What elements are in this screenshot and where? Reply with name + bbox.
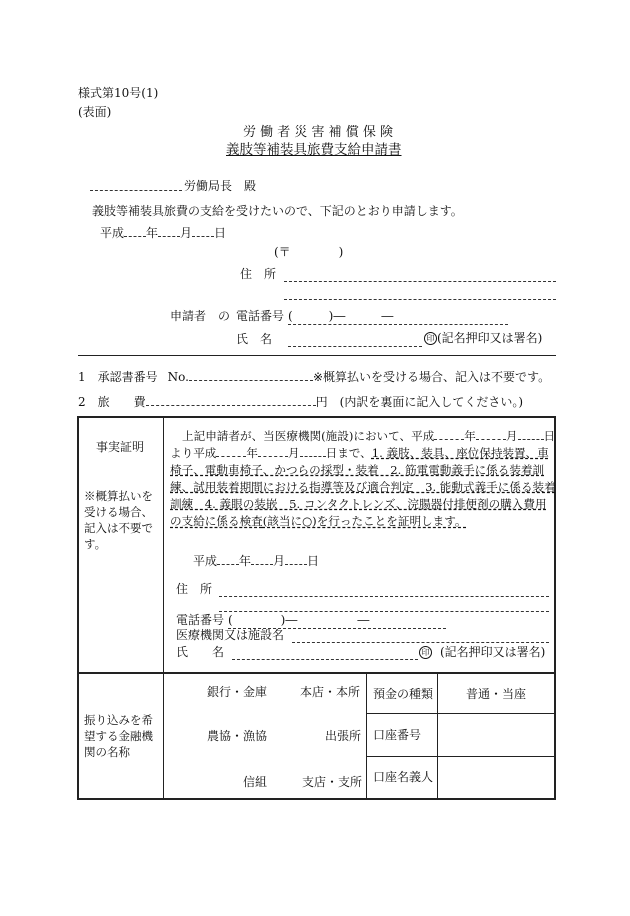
- table-border-bottom: [77, 798, 556, 800]
- table-border-left: [77, 416, 79, 800]
- form-side: (表面): [78, 105, 112, 119]
- item-2-label: 旅 費: [97, 395, 146, 409]
- form-number: 様式第10号(1): [78, 86, 159, 100]
- proof-date-month-field[interactable]: [251, 554, 273, 565]
- proof-start-month-field[interactable]: [476, 430, 506, 440]
- fact-proof-note: ※概算払いを受ける場合、記入は不要です。: [84, 489, 153, 551]
- travel-expense-unit: 円: [315, 395, 328, 409]
- bank-row-divider-2: [366, 756, 555, 757]
- fact-proof-heading: 事実証明: [96, 440, 145, 454]
- account-number-label: 口座番号: [373, 728, 422, 742]
- date-era: 平成: [100, 226, 125, 240]
- bank-type-1[interactable]: 銀行・金庫: [207, 685, 268, 699]
- application-date: [100, 226, 226, 239]
- proof-text-d: 日より平成: [170, 429, 556, 461]
- proof-start-day-field[interactable]: [518, 430, 544, 440]
- applicant-phone-underline: [288, 324, 508, 325]
- proof-date-year-field[interactable]: [217, 554, 239, 565]
- item-1: [78, 370, 550, 383]
- date-year-field[interactable]: [124, 226, 146, 237]
- applicant-phone-field[interactable]: ( )― ―: [288, 309, 394, 323]
- fact-proof-text: [170, 428, 556, 531]
- bank-branch-3[interactable]: 支店・支所: [302, 775, 363, 789]
- bank-row-divider-1: [366, 713, 555, 714]
- date-day-unit: 日: [214, 226, 227, 240]
- item-2-note: (内訳を裏面に記入してください。): [339, 395, 524, 409]
- divider: [78, 355, 556, 356]
- deposit-type-label: 預金の種類: [373, 687, 434, 701]
- proof-name-field[interactable]: [232, 659, 418, 660]
- proof-start-year-field[interactable]: [434, 430, 464, 440]
- proof-date-day-field[interactable]: [285, 554, 307, 565]
- applicant-group-label: 申請者 の: [170, 309, 231, 323]
- proof-text-e: 年: [246, 446, 258, 461]
- proof-name-label: 氏 名: [176, 645, 225, 659]
- bureau-name-field[interactable]: [90, 178, 182, 191]
- proof-seal-note: (記名押印又は署名): [440, 645, 546, 659]
- item-1-note: ※概算払いを受ける場合、記入は不要です。: [312, 370, 551, 384]
- proof-address-field[interactable]: [219, 596, 549, 597]
- addressee-suffix: 労働局長 殿: [184, 179, 257, 193]
- proof-text-i: (該当に○)を行ったことを証明します。: [262, 514, 467, 529]
- applicant-seal: [424, 332, 542, 345]
- postal-code: (〒 ): [274, 245, 344, 259]
- proof-end-year-field[interactable]: [216, 447, 246, 457]
- item-1-label: 承認書番号: [97, 370, 158, 384]
- date-day-field[interactable]: [192, 226, 214, 237]
- account-holder-label: 口座名義人: [373, 770, 434, 784]
- applicant-address-field[interactable]: [284, 281, 556, 282]
- proof-address-field-2[interactable]: [219, 611, 549, 612]
- request-text: 義肢等補装具旅費の支給を受けたいので、下記のとおり申請します。: [92, 204, 463, 218]
- item-2: [78, 395, 523, 408]
- table-border-top: [77, 416, 556, 418]
- date-year-unit: 年: [146, 226, 159, 240]
- applicant-name-label: 氏 名: [236, 332, 273, 346]
- applicant-address-label: 住 所: [240, 267, 277, 281]
- proof-facility-label: 医療機関又は施設名: [176, 628, 285, 642]
- bank-heading: 振り込みを希望する金融機関の名称: [84, 713, 153, 759]
- bank-branch-1[interactable]: 本店・本所: [300, 685, 361, 699]
- proof-text-c: 月: [505, 429, 518, 443]
- seal-icon: 印: [424, 332, 437, 345]
- proof-text-f: 月: [288, 446, 300, 461]
- bank-type-2[interactable]: 農協・漁協: [207, 729, 268, 743]
- proof-end-month-field[interactable]: [258, 447, 288, 457]
- page-title: 義肢等補装具旅費支給申請書: [226, 142, 402, 158]
- applicant-phone-label: 電話番号: [236, 309, 285, 323]
- proof-date-month-unit: 月: [273, 554, 286, 568]
- seal-icon: 印: [419, 646, 432, 659]
- item-1-number: 1: [78, 370, 86, 384]
- applicant-name-field[interactable]: [288, 346, 422, 347]
- bank-column-divider-2: [437, 673, 438, 799]
- applicant-seal-note: (記名押印又は署名): [437, 331, 543, 345]
- proof-text-a: 上記申請者が、当医療機関(施設)において、平成: [182, 429, 435, 443]
- title-line-1: 労 働 者 災 害 補 償 保 険: [243, 125, 394, 140]
- bank-type-3[interactable]: 信組: [243, 775, 268, 789]
- date-month-unit: 月: [180, 226, 193, 240]
- table-row-divider: [77, 672, 556, 674]
- item-2-number: 2: [78, 395, 86, 409]
- account-holder-field[interactable]: [440, 759, 552, 797]
- approval-number-prefix: No.: [167, 370, 189, 384]
- proof-phone-label: 電話番号: [176, 613, 225, 627]
- proof-text-g: 日まで、: [325, 446, 372, 461]
- proof-phone-field[interactable]: ( )― ―: [228, 613, 370, 627]
- bank-column-divider-1: [366, 673, 367, 799]
- proof-date-year-unit: 年: [239, 554, 252, 568]
- proof-text-b: 年: [464, 429, 476, 443]
- travel-expense-field[interactable]: [146, 395, 316, 406]
- account-number-field[interactable]: [440, 716, 552, 754]
- date-month-field[interactable]: [158, 226, 180, 237]
- proof-end-day-field[interactable]: [300, 447, 326, 457]
- proof-address-label: 住 所: [176, 582, 213, 596]
- proof-date-era: 平成: [193, 554, 218, 568]
- table-column-divider: [163, 416, 164, 800]
- proof-date-day-unit: 日: [307, 554, 320, 568]
- proof-facility-field[interactable]: [292, 642, 549, 643]
- bank-branch-2[interactable]: 出張所: [325, 729, 362, 743]
- proof-date: [193, 554, 319, 567]
- deposit-type-value[interactable]: 普通・当座: [466, 687, 527, 701]
- proof-service-options[interactable]: 1. 義肢、装具、座位保持装置、車椅子、電動車椅子、かつらの採型・装着 2. 筋電電動義手に係る装着訓練、試用装着期間における指導等及び適合判定 3. 能動式義手に係る装着訓練 4. 義眼の装嵌 5. コンタクトレンズ、浣腸器付排便剤の購入費用の支給に係る検査: [170, 446, 556, 529]
- approval-number-field[interactable]: [189, 370, 313, 381]
- proof-seal: [419, 646, 545, 659]
- applicant-address-field-2[interactable]: [284, 299, 556, 300]
